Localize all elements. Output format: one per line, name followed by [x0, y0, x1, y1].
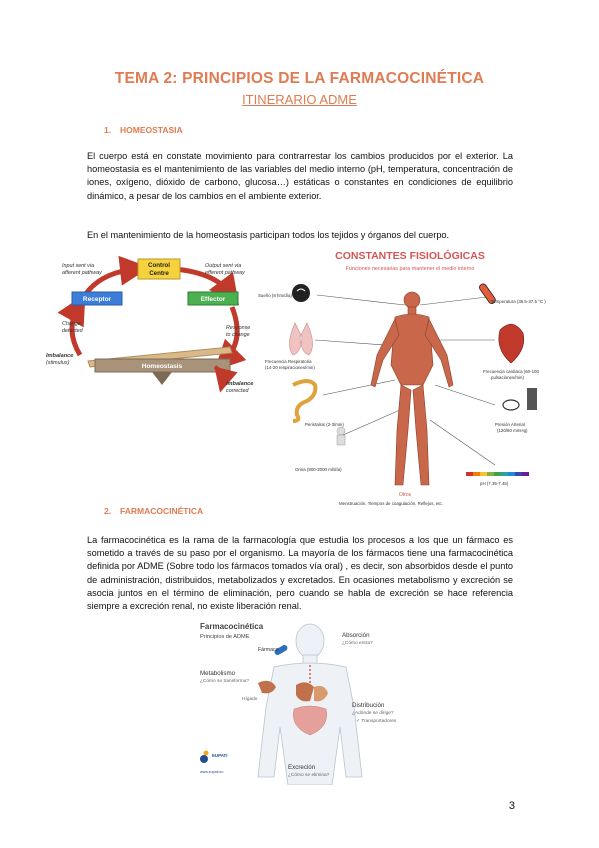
detected-label: detected: [62, 328, 83, 334]
page-title: TEMA 2: PRINCIPIOS DE LA FARMACOCINÉTICA: [114, 70, 485, 87]
absorcion-q-label: ¿Cómo entra?: [342, 641, 373, 646]
receptor-label: Receptor: [82, 296, 112, 303]
imbalance-label: Imbalance: [46, 353, 74, 359]
excrecion-label: Excreción: [288, 764, 316, 771]
page-subtitle: ITINERARIO ADME: [242, 92, 357, 107]
farmaco-label: Fármaco: [258, 647, 279, 653]
efferent-label: efferent pathway: [205, 270, 245, 276]
effector-label: Effector: [200, 296, 226, 303]
control-centre-label-2: Centre: [149, 270, 169, 277]
otros-label: Otros: [398, 492, 412, 498]
corrected-label: corrected: [226, 388, 249, 394]
constantes-fisiologicas-figure: [255, 245, 555, 510]
sleep-icon: [292, 284, 310, 302]
presion-2: (120/80 mmHg): [497, 428, 528, 433]
higado-label: Hígado: [242, 697, 258, 702]
ph-label: pH (7.35-7.45): [480, 481, 509, 486]
human-body-figure: [371, 292, 453, 485]
orina-label: Orina (800-2000 ml/día): [295, 467, 342, 472]
peristaltismo-label: Peristalsis (2-3/min): [305, 422, 344, 427]
frecuencia-card-2: pulsaciones/min): [491, 375, 524, 380]
eupati-url: www.eupati.eu: [200, 770, 224, 774]
blood-pressure-icon: [527, 388, 537, 410]
otros-detalle: Menstruación, Tiempos de coagulación, Reflejos, etc.: [339, 501, 443, 506]
intestine-icon: [293, 381, 315, 421]
distribucion-label: Distribución: [352, 702, 385, 709]
paragraph-homeostasia-1: El cuerpo está en constate movimiento para contrarrestar los cambios producidos por el exterior. La homeostasia es el mantenimiento de las variables del medio interno (pH, temperatura, concentración de iones, oxígeno, dióxido de carbono, glucosa…) estáticas o constantes en condiciones de equilibrio dinámico, a pesar de los cambios en el ambiente exterior.: [87, 151, 513, 201]
output-sent-label: Output sent via: [205, 263, 242, 269]
page-number: 3: [508, 800, 515, 812]
metabolismo-label: Metabolismo: [200, 670, 236, 677]
stimulus-label: (stimulus): [46, 360, 70, 366]
person-toilet-icon: [337, 427, 345, 435]
ph-scale-icon: [466, 472, 529, 476]
sueno-label: Sueño (8 hrs/día): [258, 293, 292, 298]
metabolismo-q-label: ¿Cómo se transforma?: [200, 679, 250, 684]
section-heading-farmacocinetica: 2. FARMACOCINÉTICA: [104, 506, 204, 516]
change-label: Change: [62, 321, 81, 327]
constantes-subtitle: Funciones necesarias para mantener el medio interno: [345, 266, 475, 272]
heart-icon: [499, 324, 524, 363]
frecuencia-resp-2: (14-20 respiraciones/min): [265, 365, 315, 370]
homeostasis-label: Homeostasis: [141, 363, 183, 370]
presion-1: Presión Arterial: [495, 422, 525, 427]
to-change-label: to change: [226, 332, 250, 338]
frecuencia-resp-1: Frecuencia Respiratoria: [265, 359, 312, 364]
input-sent-label: Input sent via: [62, 263, 95, 269]
absorcion-label: Absorción: [342, 632, 370, 639]
seesaw-fulcrum: [152, 372, 172, 385]
excrecion-q-label: ¿Cómo se elimina?: [288, 773, 330, 778]
section-heading-homeostasia: 1. HOMEOSTASIA: [104, 125, 183, 135]
temperatura-label: Temperatura (36.5-37.5 °C ): [491, 299, 546, 304]
constantes-title: CONSTANTES FISIOLÓGICAS: [335, 250, 485, 262]
lungs-icon: [289, 323, 312, 355]
paragraph-homeostasia-2: En el mantenimiento de la homeostasis participan todos los tejidos y órganos del cuerpo.: [87, 230, 450, 240]
distribucion-q-label: ¿Adónde se dirige?: [352, 711, 394, 716]
eupati-logo-text: EUPATI: [212, 753, 228, 758]
homeostasis-diagram: [40, 255, 270, 415]
frecuencia-card-1: Frecuencia cardiaca (60-100: [483, 369, 539, 374]
control-centre-label-1: Control: [148, 262, 170, 269]
imbalance-2-label: Imbalance: [226, 381, 254, 387]
adme-subtitle: Principios de ADME: [200, 634, 250, 640]
response-label: Response: [226, 325, 251, 331]
adme-title: Farmacocinética: [200, 622, 264, 631]
adme-figure: [192, 617, 427, 785]
paragraph-farmacocinetica-1: La farmacocinética es la rama de la farmacología que estudia los procesos a los que un fármaco es sometido a través de su paso por el organismo. La mayoría de los fármacos tiene una farmacocinética definida por ADME (Sobre todo los fármacos tomados vía oral) , es decir, son absorbidos desde el punto de administración, distribuidos, metabolizados y excretados. En ocasiones metabolismo y excreción se asocia juntos en el término de eliminación, pero cuando se habla de excreción se hace referencia siempre a excreción renal, no existe liberación renal.: [87, 535, 513, 612]
transportadores-label: ✓ Transportadores: [356, 719, 397, 724]
afferent-label: afferent pathway: [62, 270, 102, 276]
